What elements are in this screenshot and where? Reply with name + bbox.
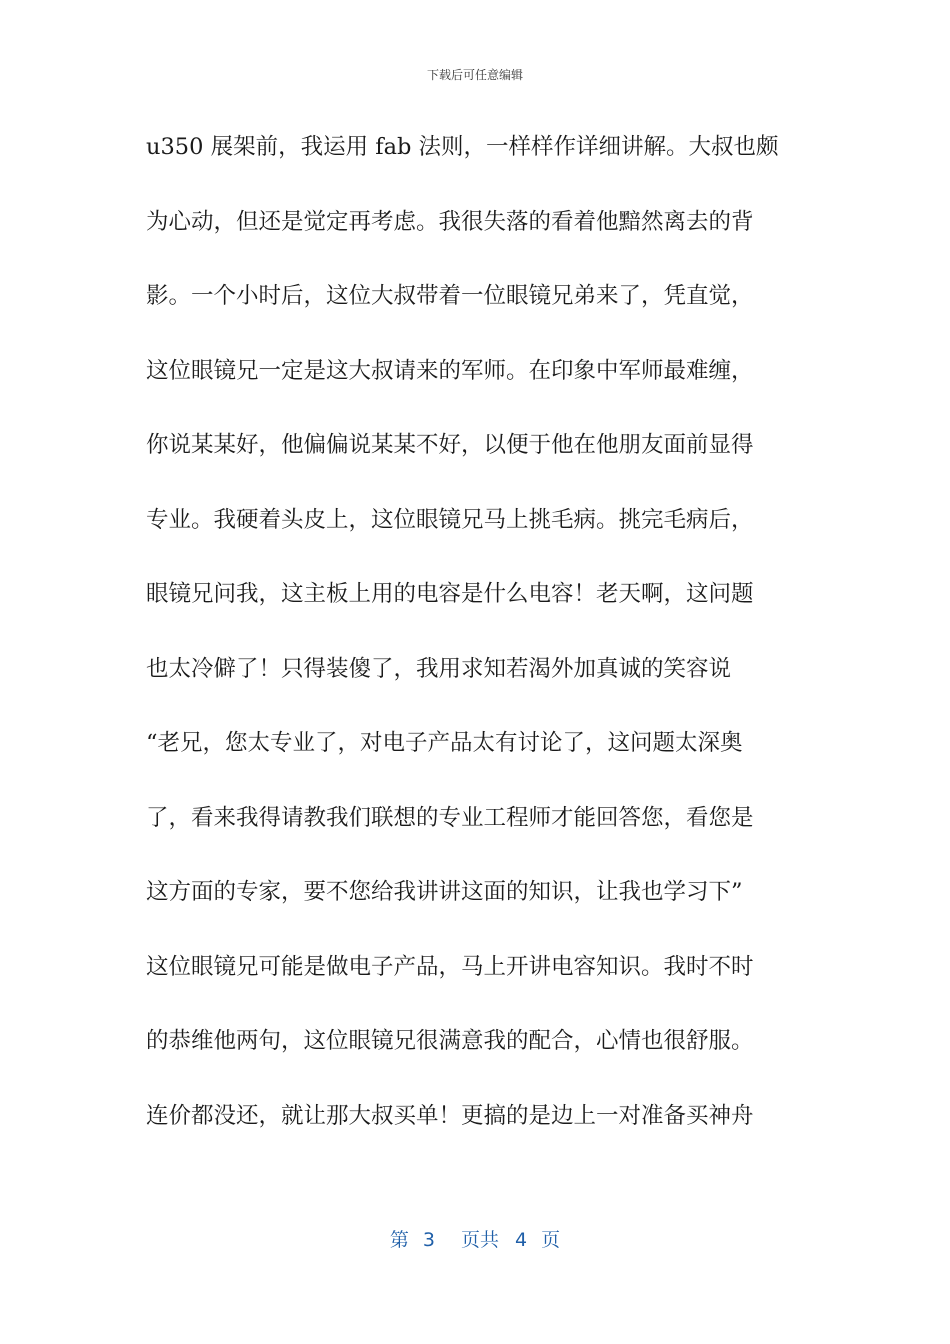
body-line-10: 了，看来我得请教我们联想的专业工程师才能回答您，看您是 — [146, 804, 754, 831]
footer-current-page: 3 — [422, 1229, 435, 1251]
body-line-6: 专业。我硬着头皮上，这位眼镜兄马上挑毛病。挑完毛病后， — [146, 506, 754, 533]
page-header-note: 下载后可任意编辑 — [426, 68, 523, 82]
footer-ye-gong: 页共 — [460, 1229, 499, 1251]
footer-ye: 页 — [541, 1229, 561, 1251]
body-line-11: 这方面的专家，要不您给我讲讲这面的知识，让我也学习下” — [146, 879, 743, 905]
document-body — [146, 128, 806, 1171]
body-line-7: 眼镜兄问我，这主板上用的电容是什么电容！老天啊，这问题 — [146, 581, 754, 607]
body-line-12: 这位眼镜兄可能是做电子产品，马上开讲电容知识。我时不时 — [146, 953, 754, 980]
body-line-13: 的恭维他两句，这位眼镜兄很满意我的配合，心情也很舒服。 — [146, 1028, 754, 1054]
body-line-1: u350 展架前，我运用 fab 法则，一样样作详细讲解。大叔也颇 — [146, 134, 779, 160]
body-line-4: 这位眼镜兄一定是这大叔请来的军师。在印象中军师最难缠， — [146, 357, 754, 384]
body-line-5: 你说某某好，他偏偏说某某不好，以便于他在他朋友面前显得 — [146, 432, 754, 458]
footer-total-pages: 4 — [515, 1229, 528, 1251]
body-line-8: 也太冷僻了！只得装傻了，我用求知若渴外加真诚的笑容说 — [146, 655, 732, 682]
body-line-3: 影。一个小时后，这位大叔带着一位眼镜兄弟来了，凭直觉， — [146, 283, 754, 309]
body-line-14: 连价都没还，就让那大叔买单！更搞的是边上一对准备买神舟 — [146, 1102, 754, 1129]
footer-di: 第 — [389, 1229, 409, 1251]
body-line-2: 为心动，但还是觉定再考虑。我很失落的看着他黯然离去的背 — [146, 208, 754, 235]
body-line-9: “老兄，您太专业了，对电子产品太有讨论了，这问题太深奥 — [146, 730, 743, 756]
page-footer — [0, 1225, 950, 1252]
